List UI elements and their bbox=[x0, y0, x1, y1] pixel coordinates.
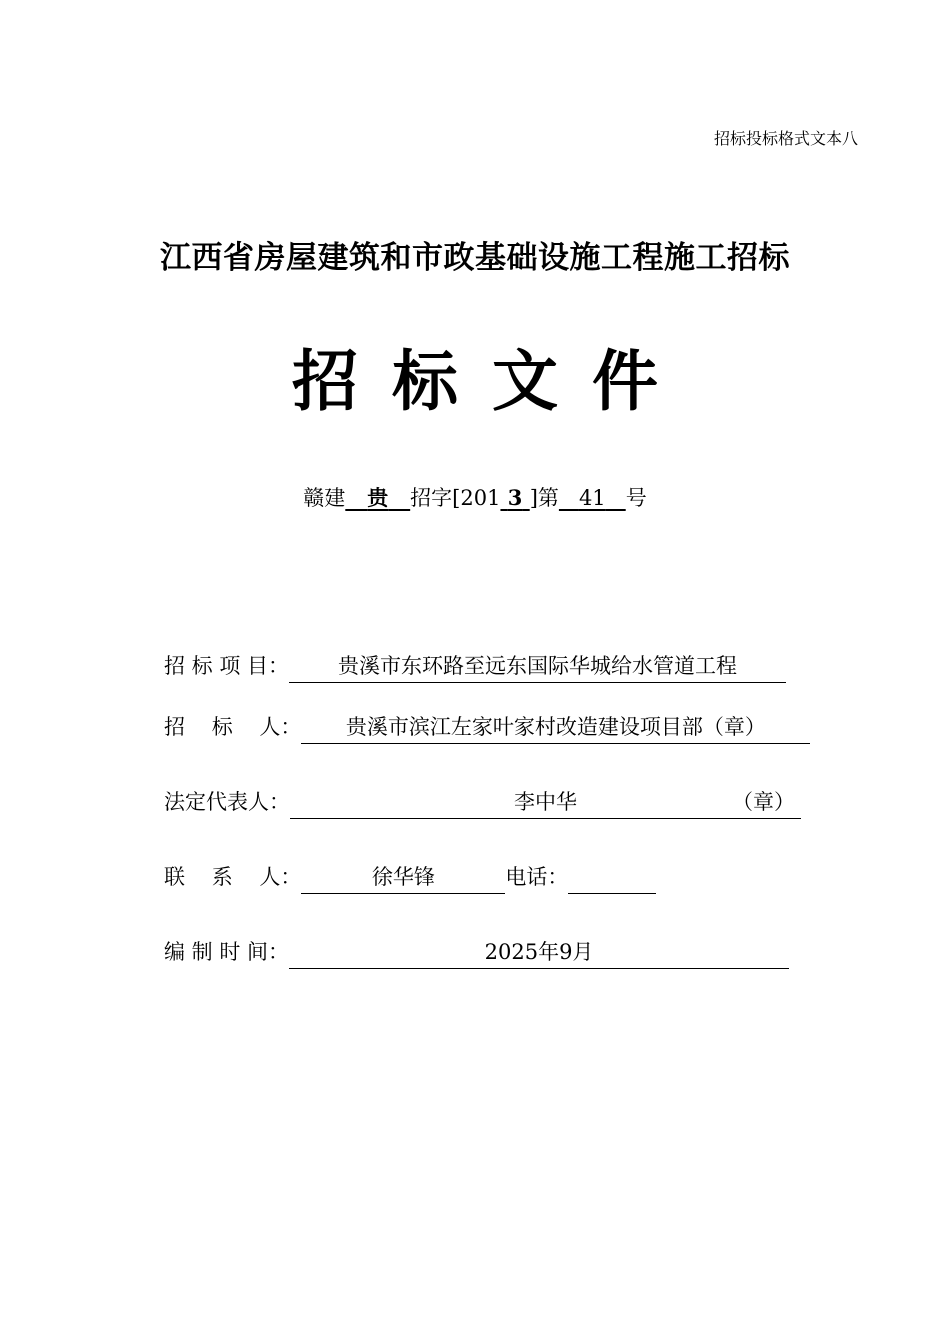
reference-number bbox=[0, 482, 950, 512]
ref-number: 41 bbox=[578, 486, 606, 510]
ref-suffix: 号 bbox=[625, 486, 647, 510]
compile-time-field bbox=[164, 936, 789, 969]
ref-prefix: 赣建 bbox=[303, 486, 346, 510]
doc-title-char: 标 bbox=[392, 343, 458, 420]
ref-close: ]第 bbox=[529, 486, 559, 510]
format-label: 招标投标格式文本八 bbox=[713, 129, 858, 148]
tenderer-label: 招 标 人： bbox=[164, 715, 302, 739]
contact-value: 徐华锋 bbox=[301, 861, 505, 894]
project-field bbox=[164, 650, 786, 683]
doc-title-char: 件 bbox=[592, 343, 658, 420]
phone-label: 电话： bbox=[505, 865, 569, 889]
legal-rep-name: 李中华 bbox=[514, 790, 577, 814]
ref-city: 贵 bbox=[367, 485, 389, 510]
compile-time-label: 编 制 时 间： bbox=[164, 940, 290, 964]
project-value: 贵溪市东环路至远东国际华城给水管道工程 bbox=[289, 650, 786, 683]
tenderer-field bbox=[164, 711, 810, 744]
document-title bbox=[0, 328, 950, 423]
legal-rep-seal: （章） bbox=[732, 790, 795, 814]
contact-label: 联 系 人： bbox=[164, 865, 302, 889]
phone-value bbox=[568, 867, 656, 894]
legal-rep-field bbox=[164, 786, 801, 819]
doc-title-char: 招 bbox=[292, 343, 358, 420]
legal-rep-label: 法定代表人： bbox=[164, 790, 290, 814]
project-label: 招 标 项 目： bbox=[164, 654, 290, 678]
ref-mid: 招字[201 bbox=[410, 486, 501, 510]
doc-title-char: 文 bbox=[492, 343, 558, 420]
tenderer-value: 贵溪市滨江左家叶家村改造建设项目部（章） bbox=[301, 711, 810, 744]
legal-rep-value-line bbox=[290, 786, 801, 819]
compile-time-value: 2025年9月 bbox=[289, 936, 789, 969]
main-title: 江西省房屋建筑和市政基础设施工程施工招标 bbox=[160, 240, 790, 276]
contact-field bbox=[164, 861, 656, 894]
ref-year-digit: 3 bbox=[507, 485, 523, 510]
